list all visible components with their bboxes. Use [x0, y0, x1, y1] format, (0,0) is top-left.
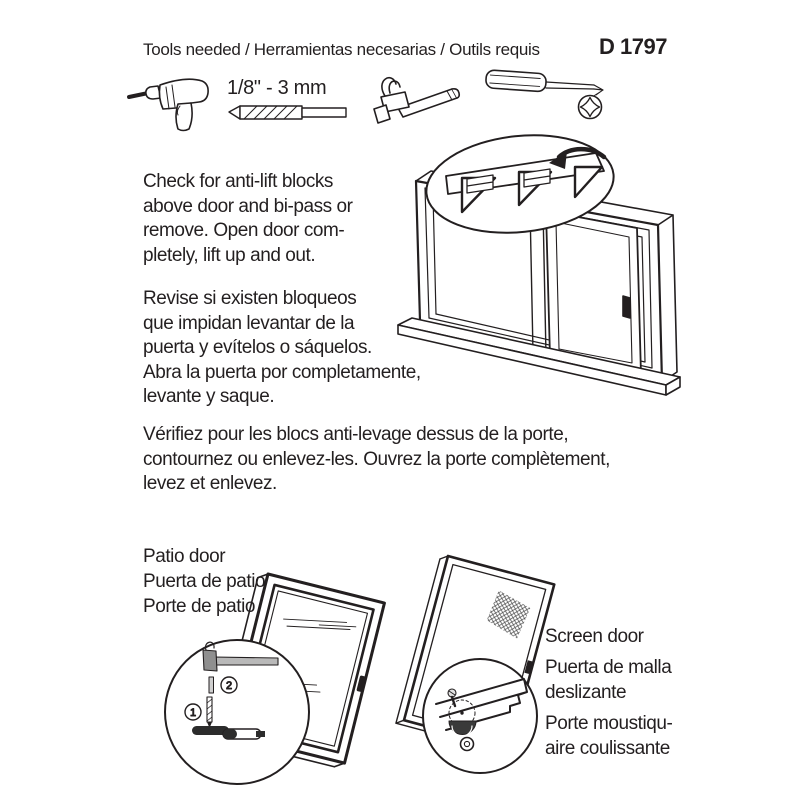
- screen-door-inset-detail: [423, 659, 537, 773]
- instructions-spanish-line: Revise si existen bloqueos: [143, 288, 357, 309]
- door-handle: [623, 296, 630, 318]
- instructions-english-line: Check for anti-lift blocks: [143, 171, 333, 192]
- screen-door-illustration: [396, 554, 554, 773]
- sliding-door-illustration: [398, 126, 680, 395]
- drill-bit-size-label: 1/8" - 3 mm: [227, 77, 327, 99]
- instructions-english-line: pletely, lift up and out.: [143, 244, 316, 266]
- step-2-badge: [221, 677, 237, 693]
- pin-icon: [209, 677, 214, 693]
- tools-needed-title: Tools needed / Herramientas necesarias / Outils requis: [143, 40, 540, 59]
- screwdriver-icon: [485, 70, 603, 119]
- screw-head: [461, 738, 474, 751]
- instructions-spanish-line: Abra la puerta por completamente,: [143, 361, 421, 383]
- step-1-badge: [185, 704, 201, 720]
- patio-door-inset-detail: [165, 640, 309, 784]
- drill-bit-icon: [229, 106, 346, 119]
- screen-door-label-en: Screen door: [545, 626, 644, 647]
- drill-bit-icon: [207, 697, 212, 728]
- instructions-spanish-line: puerta y evítelos o sáquelos.: [143, 337, 372, 358]
- instructions-french-line: contournez ou enlevez-les. Ouvrez la porte complètement,: [143, 448, 610, 470]
- instructions-spanish-line: levante y saque.: [143, 386, 275, 407]
- instructions-french-line: levez et enlevez.: [143, 473, 277, 494]
- screen-door-label-es: Puerta de malla deslizante: [545, 657, 672, 703]
- svg-text:2: 2: [225, 680, 233, 692]
- screen-door-label-fr: Porte moustiqu-aire coulissante: [545, 713, 673, 759]
- svg-text:1: 1: [189, 707, 197, 719]
- instructions-english-line: above door and bi-pass or: [143, 195, 353, 217]
- instructions-spanish-line: que impidan levantar de la: [143, 312, 355, 334]
- hammer-icon: [374, 78, 459, 123]
- patio-door-label-en: Patio door: [143, 546, 226, 567]
- patio-door-label-fr: Porte de patio: [143, 596, 256, 617]
- instructions-french-line: Vérifiez pour les blocs anti-levage dessus de la porte,: [143, 424, 569, 445]
- patio-door-illustration: [165, 572, 384, 784]
- instructions-english-line: remove. Open door com-: [143, 220, 345, 241]
- drill-icon: [129, 79, 208, 130]
- patio-door-label-es: Puerta de patio: [143, 571, 266, 592]
- document-code: D 1797: [599, 34, 667, 59]
